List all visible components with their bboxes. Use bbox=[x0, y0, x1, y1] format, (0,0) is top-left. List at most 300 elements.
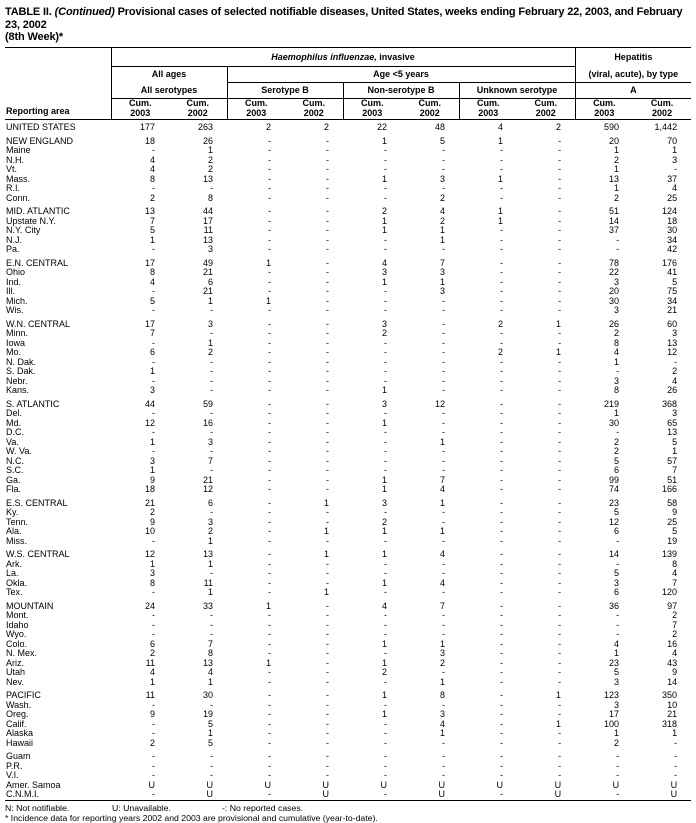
value-cell: - bbox=[210, 508, 213, 517]
value-cell: 8 bbox=[149, 268, 155, 277]
reporting-area-cell: Miss. bbox=[6, 536, 27, 546]
value-cell: - bbox=[442, 456, 445, 466]
value-cell: 2 bbox=[207, 348, 213, 357]
value-cell: - bbox=[442, 761, 445, 771]
value-cell: - bbox=[500, 155, 503, 165]
value-cell: 177 bbox=[139, 123, 155, 132]
value-cell: 2 bbox=[439, 193, 445, 203]
cum-2003-header: Cum. 2003 bbox=[111, 98, 169, 119]
value-cell: 5 bbox=[614, 456, 620, 466]
value-cell: 2 bbox=[672, 630, 678, 639]
value-cell: 97 bbox=[667, 601, 678, 611]
table-row bbox=[5, 611, 691, 621]
reporting-area-cell: P.R. bbox=[6, 761, 23, 771]
value-cell: - bbox=[558, 649, 562, 658]
value-cell: 11 bbox=[145, 691, 155, 700]
value-cell: U bbox=[438, 790, 445, 799]
value-cell: - bbox=[558, 235, 562, 245]
value-cell: - bbox=[326, 184, 329, 193]
value-cell: - bbox=[210, 428, 213, 437]
value-cell: 21 bbox=[202, 287, 213, 296]
value-cell: 1 bbox=[381, 550, 387, 559]
value-cell: - bbox=[326, 691, 329, 700]
table-row bbox=[5, 367, 691, 377]
value-cell: - bbox=[326, 338, 329, 348]
value-cell: 1 bbox=[439, 498, 445, 508]
value-cell: 37 bbox=[667, 174, 678, 184]
disease-name-italic: Haemophilus influenzae, bbox=[271, 51, 377, 62]
value-cell: - bbox=[268, 386, 271, 395]
value-cell: 7 bbox=[672, 620, 678, 630]
reporting-area-cell: Tenn. bbox=[6, 517, 29, 527]
reporting-area-cell: Calif. bbox=[6, 719, 27, 729]
value-cell: 21 bbox=[667, 306, 678, 315]
value-cell: - bbox=[268, 466, 271, 475]
value-cell: 37 bbox=[609, 226, 620, 235]
value-cell: - bbox=[558, 639, 562, 649]
reporting-area-cell: Ala. bbox=[6, 527, 22, 536]
value-cell: - bbox=[326, 348, 329, 357]
value-cell: 1 bbox=[381, 658, 387, 668]
value-cell: 1 bbox=[672, 447, 678, 456]
value-cell: 14 bbox=[667, 677, 678, 687]
value-cell: - bbox=[500, 245, 503, 254]
value-cell: - bbox=[442, 184, 445, 193]
value-cell: - bbox=[558, 136, 562, 146]
table-row bbox=[5, 236, 691, 246]
value-cell: - bbox=[384, 761, 387, 771]
value-cell: - bbox=[442, 296, 445, 306]
value-cell: 8 bbox=[614, 386, 620, 395]
value-cell: 1 bbox=[207, 729, 213, 738]
value-cell: - bbox=[152, 761, 155, 771]
value-cell: - bbox=[384, 287, 387, 296]
value-cell: 1 bbox=[614, 184, 620, 193]
value-cell: - bbox=[268, 719, 271, 729]
value-cell: - bbox=[268, 456, 271, 466]
value-cell: 2 bbox=[381, 207, 387, 216]
value-cell: - bbox=[326, 761, 329, 771]
footnotes bbox=[5, 801, 691, 823]
value-cell: 2 bbox=[556, 123, 562, 132]
value-cell: 57 bbox=[667, 456, 678, 466]
value-cell: - bbox=[326, 752, 329, 761]
value-cell: 1 bbox=[614, 409, 620, 418]
value-cell: 5 bbox=[207, 719, 213, 729]
value-cell: - bbox=[558, 357, 562, 367]
table-row bbox=[5, 146, 691, 156]
value-cell: - bbox=[500, 668, 503, 677]
table-row bbox=[5, 226, 691, 236]
value-cell: - bbox=[558, 677, 562, 687]
value-cell: - bbox=[558, 527, 562, 536]
table-row bbox=[5, 419, 691, 429]
value-cell: 7 bbox=[672, 578, 678, 588]
table-row bbox=[5, 306, 691, 316]
value-cell: - bbox=[326, 719, 329, 729]
value-cell: - bbox=[384, 245, 387, 254]
table-row bbox=[5, 457, 691, 467]
reporting-area-cell: La. bbox=[6, 569, 19, 578]
incidence-footnote: * Incidence data for reporting years 2002 and 2003 are provisional and cumulative (year-to-date). bbox=[5, 812, 378, 823]
value-cell: - bbox=[268, 136, 271, 146]
value-cell: - bbox=[268, 235, 271, 245]
value-cell: - bbox=[442, 348, 445, 357]
value-cell: 1 bbox=[381, 639, 387, 649]
value-cell: - bbox=[384, 338, 387, 348]
value-cell: - bbox=[558, 466, 562, 475]
value-cell: 3 bbox=[614, 578, 620, 588]
value-cell: - bbox=[326, 601, 329, 611]
reporting-area-cell: W.N. CENTRAL bbox=[6, 319, 71, 329]
value-cell: - bbox=[210, 569, 213, 578]
value-cell: - bbox=[268, 527, 271, 536]
value-cell: 1,442 bbox=[654, 123, 678, 132]
value-cell: - bbox=[500, 536, 503, 546]
cum-2002-header: Cum. 2002 bbox=[285, 98, 343, 119]
value-cell: - bbox=[268, 508, 271, 517]
value-cell: 176 bbox=[662, 258, 678, 268]
value-cell: 16 bbox=[202, 418, 213, 428]
reporting-area-cell: W.S. CENTRAL bbox=[6, 550, 70, 559]
value-cell: 17 bbox=[144, 258, 155, 268]
value-cell: 1 bbox=[556, 691, 562, 700]
value-cell: 3 bbox=[614, 376, 620, 386]
reporting-area-cell: Wash. bbox=[6, 700, 32, 710]
value-cell: 8 bbox=[149, 174, 155, 184]
value-cell: 7 bbox=[439, 601, 445, 611]
value-cell: 124 bbox=[662, 207, 678, 216]
value-cell: 4 bbox=[497, 123, 503, 132]
value-cell: 5 bbox=[672, 437, 678, 447]
value-cell: 21 bbox=[144, 498, 155, 508]
legend-no-reported-cases: -: No reported cases. bbox=[222, 802, 304, 813]
reporting-area-cell: Mich. bbox=[6, 296, 28, 306]
value-cell: 1 bbox=[439, 729, 445, 738]
value-cell: - bbox=[268, 348, 271, 357]
reporting-area-cell: V.I. bbox=[6, 771, 19, 780]
value-cell: 4 bbox=[614, 348, 620, 357]
value-cell: 1 bbox=[556, 319, 562, 329]
value-cell: - bbox=[558, 710, 562, 719]
value-cell: 4 bbox=[149, 155, 155, 165]
value-cell: 1 bbox=[323, 527, 329, 536]
value-cell: 14 bbox=[609, 550, 620, 559]
value-cell: - bbox=[442, 447, 445, 456]
reporting-area-cell: Mont. bbox=[6, 611, 29, 620]
reporting-area-cell: UNITED STATES bbox=[6, 123, 76, 132]
value-cell: - bbox=[326, 456, 329, 466]
value-cell: - bbox=[558, 700, 562, 710]
value-cell: - bbox=[384, 146, 387, 155]
value-cell: 26 bbox=[667, 386, 678, 395]
value-cell: - bbox=[442, 771, 445, 780]
value-cell: - bbox=[442, 409, 445, 418]
value-cell: - bbox=[268, 588, 271, 597]
value-cell: - bbox=[500, 296, 503, 306]
non-serotype-b-header: Non-serotype B bbox=[343, 82, 459, 98]
value-cell: - bbox=[152, 588, 155, 597]
value-cell: 1 bbox=[556, 348, 562, 357]
value-cell: - bbox=[500, 771, 503, 780]
value-cell: 2 bbox=[207, 155, 213, 165]
value-cell: - bbox=[326, 466, 329, 475]
reporting-area-cell: Ga. bbox=[6, 475, 21, 485]
value-cell: 2 bbox=[265, 123, 271, 132]
value-cell: - bbox=[384, 536, 387, 546]
value-cell: - bbox=[500, 357, 503, 367]
value-cell: - bbox=[558, 536, 562, 546]
value-cell: 2 bbox=[149, 649, 155, 658]
value-cell: - bbox=[442, 668, 445, 677]
value-cell: - bbox=[384, 508, 387, 517]
value-cell: - bbox=[384, 367, 387, 376]
value-cell: U bbox=[206, 780, 213, 790]
value-cell: 2 bbox=[381, 668, 387, 677]
value-cell: 7 bbox=[439, 258, 445, 268]
value-cell: 1 bbox=[149, 677, 155, 687]
value-cell: - bbox=[558, 658, 562, 668]
value-cell: - bbox=[326, 386, 329, 395]
value-cell: - bbox=[500, 485, 503, 494]
value-cell: 12 bbox=[609, 517, 620, 527]
value-cell: - bbox=[268, 790, 271, 799]
value-cell: 1 bbox=[497, 216, 503, 226]
value-cell: - bbox=[558, 258, 562, 268]
reporting-area-cell: N.Y. City bbox=[6, 226, 41, 235]
value-cell: - bbox=[558, 569, 562, 578]
value-cell: - bbox=[500, 517, 503, 527]
value-cell: 10 bbox=[144, 527, 155, 536]
value-cell: - bbox=[500, 418, 503, 428]
value-cell: 8 bbox=[439, 691, 445, 700]
value-cell: - bbox=[558, 578, 562, 588]
value-cell: - bbox=[326, 409, 329, 418]
value-cell: 1 bbox=[439, 277, 445, 287]
value-cell: - bbox=[500, 409, 503, 418]
table-row bbox=[5, 137, 691, 147]
value-cell: 13 bbox=[202, 235, 213, 245]
value-cell: - bbox=[500, 790, 503, 799]
reporting-area-cell: Guam bbox=[6, 752, 31, 761]
value-cell: - bbox=[500, 338, 503, 348]
value-cell: - bbox=[500, 428, 503, 437]
value-cell: 25 bbox=[667, 517, 678, 527]
value-cell: - bbox=[674, 357, 678, 367]
reporting-area-cell: N. Dak. bbox=[6, 357, 37, 367]
value-cell: - bbox=[558, 296, 562, 306]
value-cell: - bbox=[326, 329, 329, 338]
value-cell: 1 bbox=[381, 226, 387, 235]
table-row bbox=[5, 438, 691, 448]
value-cell: - bbox=[326, 700, 329, 710]
value-cell: 1 bbox=[381, 691, 387, 700]
value-cell: - bbox=[268, 338, 271, 348]
value-cell: - bbox=[500, 620, 503, 630]
value-cell: - bbox=[152, 306, 155, 315]
value-cell: - bbox=[442, 357, 445, 367]
value-cell: - bbox=[558, 437, 562, 447]
value-cell: - bbox=[500, 258, 503, 268]
table-row bbox=[5, 518, 691, 528]
reporting-area-cell: Utah bbox=[6, 668, 26, 677]
value-cell: - bbox=[384, 296, 387, 306]
value-cell: 2 bbox=[672, 367, 678, 376]
value-cell: - bbox=[326, 639, 329, 649]
value-cell: - bbox=[616, 235, 620, 245]
value-cell: - bbox=[442, 569, 445, 578]
value-cell: - bbox=[674, 738, 678, 748]
value-cell: 99 bbox=[609, 475, 620, 485]
value-cell: U bbox=[554, 780, 562, 790]
value-cell: 1 bbox=[149, 559, 155, 569]
value-cell: 2 bbox=[381, 329, 387, 338]
value-cell: - bbox=[326, 216, 329, 226]
value-cell: 4 bbox=[439, 578, 445, 588]
value-cell: - bbox=[558, 165, 562, 174]
value-cell: 2 bbox=[439, 658, 445, 668]
value-cell: - bbox=[268, 536, 271, 546]
value-cell: 4 bbox=[672, 649, 678, 658]
reporting-area-cell: Pa. bbox=[6, 245, 20, 254]
value-cell: 1 bbox=[381, 710, 387, 719]
value-cell: 9 bbox=[149, 710, 155, 719]
value-cell: U bbox=[148, 780, 155, 790]
value-cell: - bbox=[442, 559, 445, 569]
value-cell: 1 bbox=[265, 296, 271, 306]
value-cell: - bbox=[210, 306, 213, 315]
value-cell: - bbox=[326, 437, 329, 447]
reporting-area-cell: Okla. bbox=[6, 578, 28, 588]
value-cell: - bbox=[442, 155, 445, 165]
value-cell: - bbox=[210, 466, 213, 475]
table-row bbox=[5, 259, 691, 269]
value-cell: 59 bbox=[202, 399, 213, 409]
table-row bbox=[5, 165, 691, 175]
value-cell: - bbox=[268, 569, 271, 578]
value-cell: 123 bbox=[604, 691, 620, 700]
value-cell: - bbox=[268, 207, 271, 216]
value-cell: 1 bbox=[381, 216, 387, 226]
value-cell: - bbox=[500, 508, 503, 517]
value-cell: - bbox=[326, 296, 329, 306]
value-cell: 8 bbox=[149, 578, 155, 588]
value-cell: 23 bbox=[609, 658, 620, 668]
value-cell: - bbox=[326, 649, 329, 658]
cum-2003-header: Cum. 2003 bbox=[227, 98, 285, 119]
legend-unavailable: U: Unavailable. bbox=[112, 802, 171, 813]
value-cell: 100 bbox=[604, 719, 620, 729]
value-cell: - bbox=[326, 277, 329, 287]
table-row bbox=[5, 485, 691, 495]
value-cell: 1 bbox=[323, 550, 329, 559]
title-rest: Provisional cases of selected notifiable diseases, United States, weeks ending February 22, 2003, and February 23, 2002 bbox=[5, 6, 683, 31]
value-cell: 7 bbox=[207, 639, 213, 649]
table-row bbox=[5, 278, 691, 288]
reporting-area-cell: Upstate N.Y. bbox=[6, 216, 56, 226]
value-cell: - bbox=[500, 752, 503, 761]
reporting-area-cell: Amer. Samoa bbox=[6, 780, 61, 790]
value-cell: - bbox=[558, 611, 562, 620]
value-cell: 20 bbox=[609, 287, 620, 296]
value-cell: - bbox=[326, 771, 329, 780]
value-cell: 6 bbox=[207, 498, 213, 508]
table-row bbox=[5, 602, 691, 612]
value-cell: - bbox=[326, 738, 329, 748]
value-cell: 1 bbox=[439, 639, 445, 649]
reporting-area-cell: Nev. bbox=[6, 677, 24, 687]
value-cell: U bbox=[264, 780, 271, 790]
value-cell: - bbox=[268, 639, 271, 649]
value-cell: 2 bbox=[207, 165, 213, 174]
reporting-area-cell: MID. ATLANTIC bbox=[6, 207, 70, 216]
value-cell: 13 bbox=[202, 174, 213, 184]
value-cell: 48 bbox=[434, 123, 445, 132]
value-cell: - bbox=[500, 700, 503, 710]
value-cell: 1 bbox=[381, 475, 387, 485]
value-cell: - bbox=[674, 761, 678, 771]
hepatitis-header: Hepatitis bbox=[575, 47, 691, 66]
value-cell: - bbox=[500, 710, 503, 719]
value-cell: 23 bbox=[609, 498, 620, 508]
reporting-area-cell: R.I. bbox=[6, 184, 21, 193]
reporting-area-cell: Wyo. bbox=[6, 630, 27, 639]
value-cell: - bbox=[442, 319, 445, 329]
reporting-area-cell: PACIFIC bbox=[6, 691, 41, 700]
value-cell: 20 bbox=[609, 136, 620, 146]
table-row bbox=[5, 245, 691, 255]
value-cell: - bbox=[268, 174, 271, 184]
table-body bbox=[5, 119, 691, 800]
value-cell: 2 bbox=[497, 348, 503, 357]
value-cell: - bbox=[558, 146, 562, 155]
value-cell: - bbox=[500, 165, 503, 174]
value-cell: - bbox=[268, 319, 271, 329]
value-cell: - bbox=[442, 146, 445, 155]
value-cell: - bbox=[326, 658, 329, 668]
reporting-area-cell: Del. bbox=[6, 409, 23, 418]
value-cell: - bbox=[384, 306, 387, 315]
reporting-area-cell: NEW ENGLAND bbox=[6, 136, 74, 146]
value-cell: - bbox=[268, 287, 271, 296]
table-row bbox=[5, 377, 691, 387]
value-cell: 41 bbox=[667, 268, 678, 277]
value-cell: - bbox=[326, 174, 329, 184]
value-cell: 1 bbox=[381, 578, 387, 588]
table-row bbox=[5, 447, 691, 457]
value-cell: - bbox=[616, 620, 620, 630]
value-cell: - bbox=[442, 517, 445, 527]
value-cell: - bbox=[384, 409, 387, 418]
value-cell: - bbox=[268, 752, 271, 761]
table-row bbox=[5, 466, 691, 476]
value-cell: - bbox=[442, 306, 445, 315]
table-row bbox=[5, 217, 691, 227]
value-cell: - bbox=[152, 620, 155, 630]
value-cell: - bbox=[558, 367, 562, 376]
table-row bbox=[5, 499, 691, 509]
value-cell: 1 bbox=[381, 485, 387, 494]
cum-2002-header: Cum. 2002 bbox=[169, 98, 227, 119]
value-cell: - bbox=[500, 193, 503, 203]
value-cell: 3 bbox=[149, 456, 155, 466]
table-row bbox=[5, 752, 691, 762]
value-cell: 3 bbox=[207, 517, 213, 527]
value-cell: - bbox=[384, 677, 387, 687]
value-cell: 2 bbox=[149, 508, 155, 517]
value-cell: - bbox=[152, 287, 155, 296]
value-cell: 21 bbox=[667, 710, 678, 719]
